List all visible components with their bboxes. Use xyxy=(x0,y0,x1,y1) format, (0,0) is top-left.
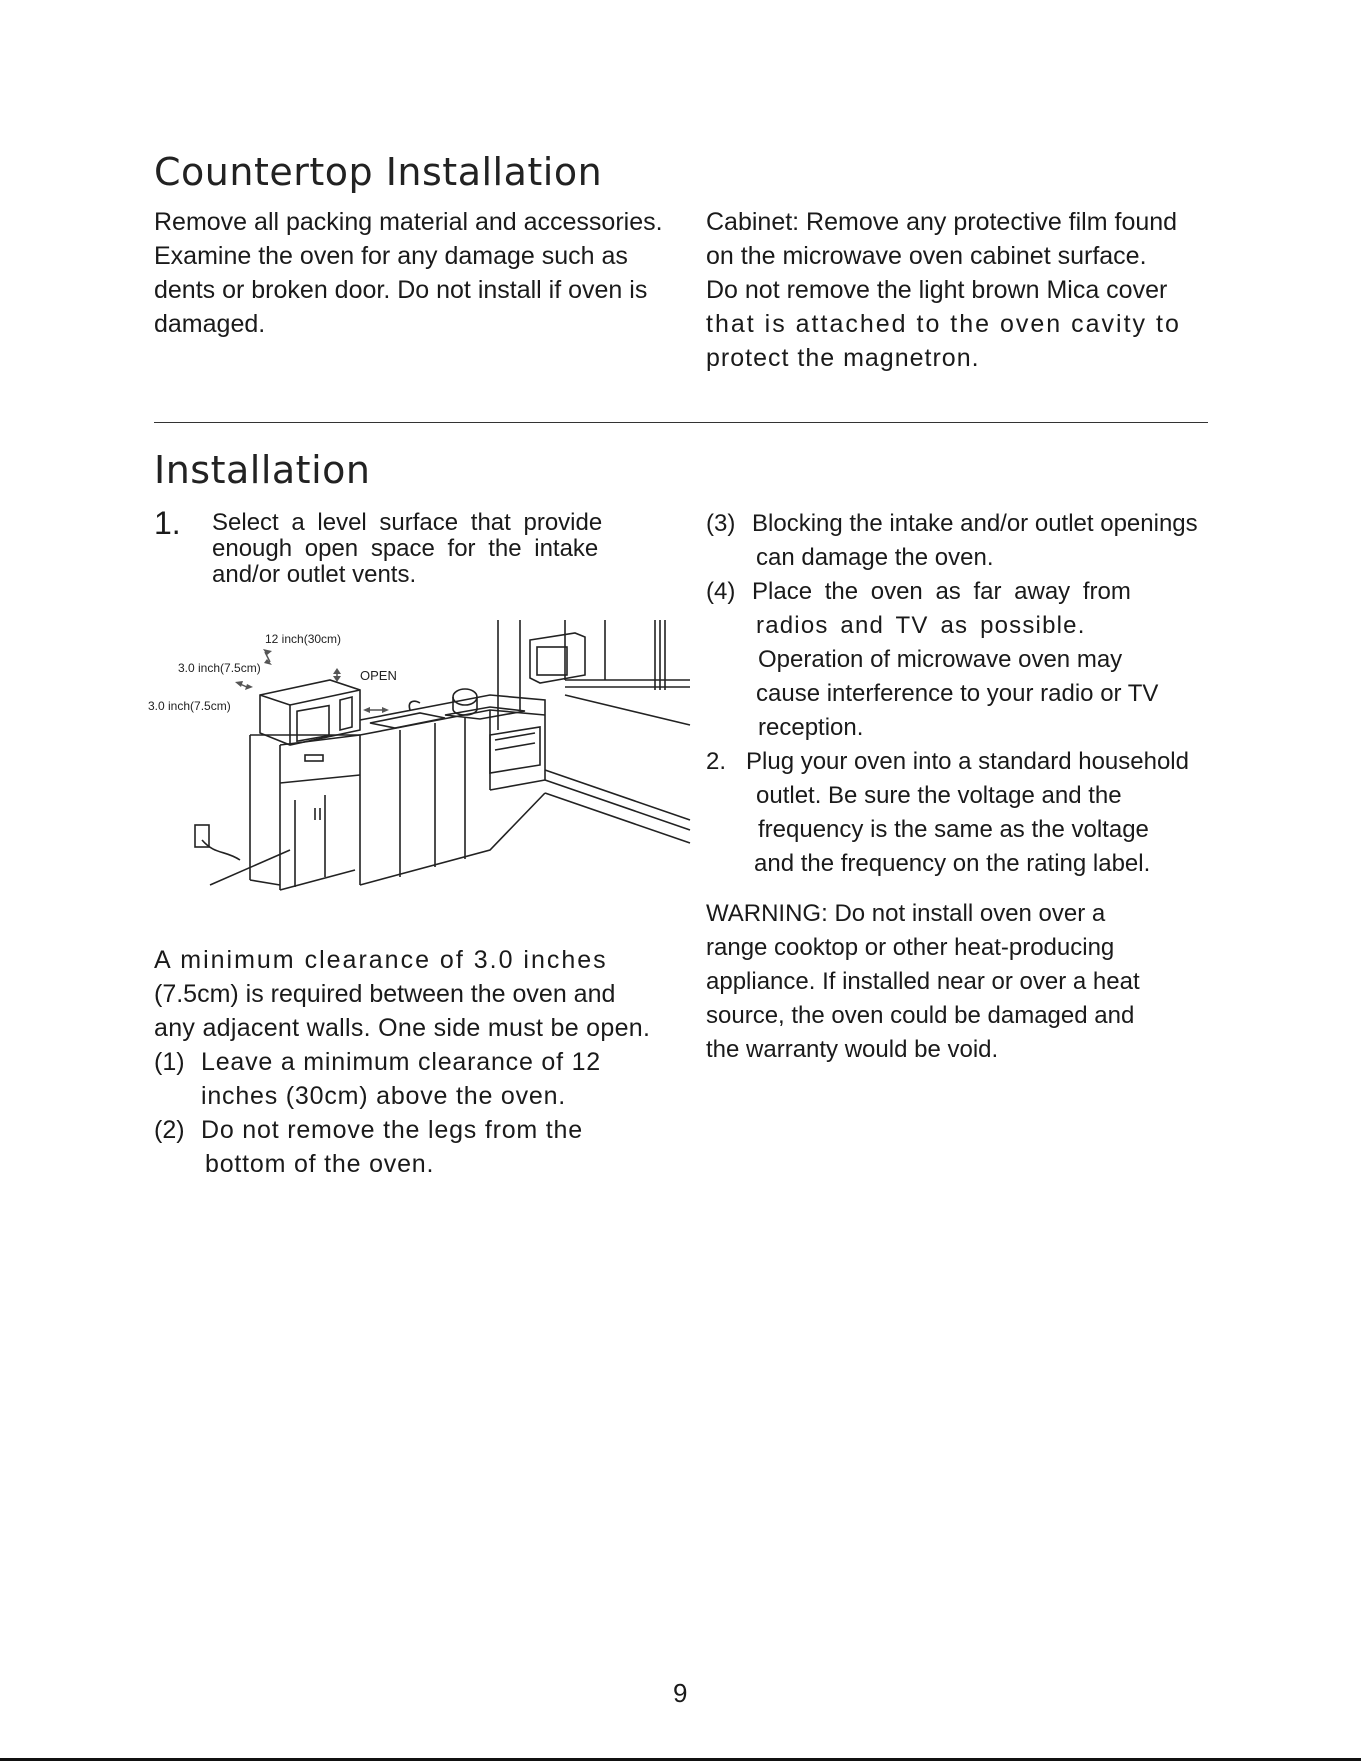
text-line: and/or outlet vents. xyxy=(212,561,417,588)
countertop-left-text xyxy=(154,205,674,341)
text-line: dents or broken door. Do not install if oven is xyxy=(154,276,648,304)
text-line: source, the oven could be damaged and xyxy=(706,1002,1135,1029)
text-line: inches (30cm) above the oven. xyxy=(201,1082,567,1110)
text-line: on the microwave oven cabinet surface. xyxy=(706,242,1147,270)
step1-text xyxy=(212,510,652,588)
text-line: Do not remove the legs from the xyxy=(201,1116,583,1144)
text-line: enough open space for the intake xyxy=(212,535,599,562)
text-line: that is attached to the oven cavity to xyxy=(706,310,1181,338)
item3-text xyxy=(752,507,1232,575)
countertop-right-text xyxy=(706,205,1226,375)
installation-title: Installation xyxy=(154,448,371,492)
diagram-label-open: OPEN xyxy=(360,668,397,683)
text-line: the warranty would be void. xyxy=(706,1036,999,1063)
text-line: frequency is the same as the voltage xyxy=(758,816,1149,843)
text-line: Cabinet: Remove any protective film found xyxy=(706,208,1178,236)
page-number: 9 xyxy=(673,1678,688,1708)
text-line: and the frequency on the rating label. xyxy=(754,850,1151,877)
clearance-text xyxy=(154,943,694,1045)
text-line: Select a level surface that provide xyxy=(212,509,603,536)
step2-text xyxy=(746,745,1226,881)
text-line: Do not remove the light brown Mica cover xyxy=(706,276,1168,304)
text-line: Plug your oven into a standard household xyxy=(746,748,1189,775)
step-number: 1. xyxy=(154,505,181,541)
text-line: Leave a minimum clearance of 12 xyxy=(201,1048,601,1076)
text-line: appliance. If installed near or over a heat xyxy=(706,968,1140,995)
item-number: (1) xyxy=(154,1048,185,1076)
item1-text xyxy=(201,1045,681,1113)
item-number: (3) xyxy=(706,510,736,537)
item4-text xyxy=(752,575,1232,745)
text-line: Blocking the intake and/or outlet openings xyxy=(752,510,1198,537)
item-number: (2) xyxy=(154,1116,185,1144)
text-line: outlet. Be sure the voltage and the xyxy=(756,782,1122,809)
item-number: (4) xyxy=(706,578,736,605)
text-line: Place the oven as far away from xyxy=(752,578,1131,605)
text-line: Remove all packing material and accessories. xyxy=(154,208,663,236)
diagram-label-top: 12 inch(30cm) xyxy=(265,632,342,646)
step-number: 2. xyxy=(706,748,727,775)
text-line: reception. xyxy=(758,714,864,741)
text-line: Examine the oven for any damage such as xyxy=(154,242,628,270)
text-line: (7.5cm) is required between the oven and xyxy=(154,980,616,1008)
text-line: damaged. xyxy=(154,310,266,338)
text-line: can damage the oven. xyxy=(756,544,994,571)
text-line: Operation of microwave oven may xyxy=(758,646,1123,673)
text-line: bottom of the oven. xyxy=(205,1150,435,1178)
diagram-label-side: 3.0 inch(7.5cm) xyxy=(148,699,231,713)
text-line: cause interference to your radio or TV xyxy=(756,680,1159,707)
item2-text xyxy=(201,1113,681,1181)
countertop-title: Countertop Installation xyxy=(154,150,603,194)
text-line: range cooktop or other heat-producing xyxy=(706,934,1115,961)
diagram-label-side: 3.0 inch(7.5cm) xyxy=(178,661,261,675)
text-line: radios and TV as possible. xyxy=(756,612,1086,639)
warning-text xyxy=(706,897,1206,1067)
kitchen-installation-illustration xyxy=(145,615,695,900)
section-divider xyxy=(154,422,1208,423)
text-line: protect the magnetron. xyxy=(706,344,980,372)
text-line: WARNING: Do not install oven over a xyxy=(706,900,1106,927)
text-line: A minimum clearance of 3.0 inches xyxy=(154,946,608,974)
text-line: any adjacent walls. One side must be open. xyxy=(154,1014,651,1042)
